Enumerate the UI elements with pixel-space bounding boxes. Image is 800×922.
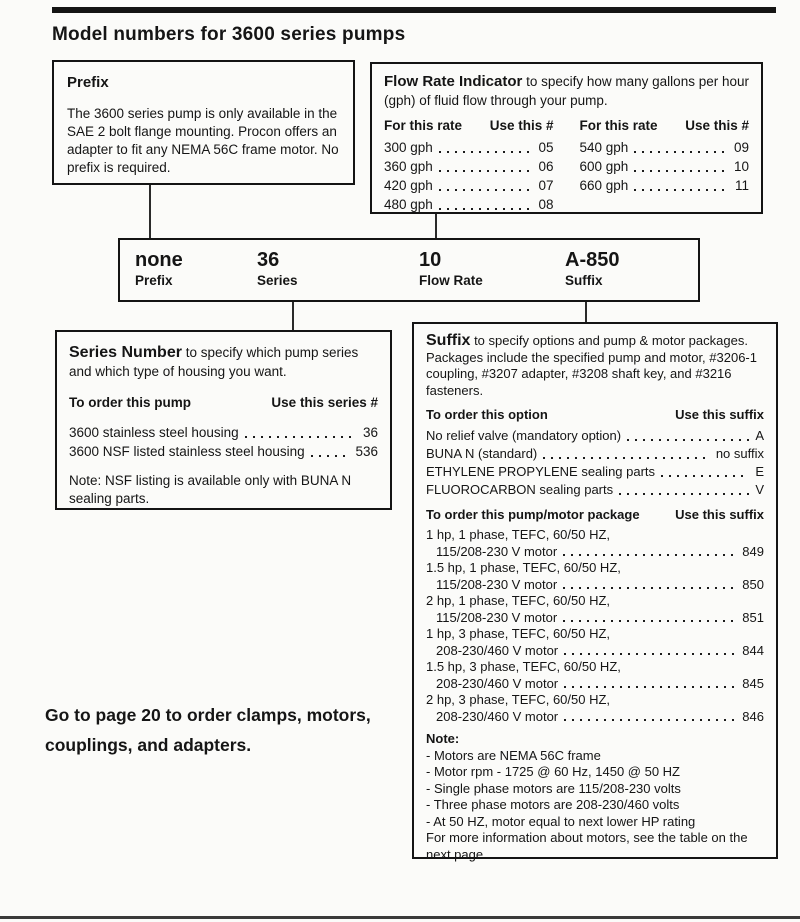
dot-leader: [563, 587, 736, 589]
flow-rate-indicator-box: [370, 62, 763, 214]
package-spec: 2 hp, 1 phase, TEFC, 60/50 HZ,: [426, 593, 611, 608]
flow-rate-right-column: [580, 116, 750, 214]
note-lines: [426, 748, 764, 864]
series-row: [69, 442, 378, 461]
order-header: To order this pump: [69, 394, 191, 410]
segment-value: none: [135, 249, 183, 271]
rate-code: 10: [733, 158, 749, 174]
package-motor: 115/208-230 V motor: [436, 609, 558, 625]
connector-prefix-to-bar: [149, 184, 151, 240]
package-spec: 2 hp, 3 phase, TEFC, 60/50 HZ,: [426, 692, 611, 707]
package-spec: 1.5 hp, 1 phase, TEFC, 60/50 HZ,: [426, 560, 621, 575]
package-motor-row: [426, 643, 764, 660]
note-line: - Three phase motors are 208-230/460 volts: [426, 797, 680, 812]
flow-rate-row: [384, 157, 554, 176]
model-segment: [565, 249, 619, 288]
option-use-header: Use this suffix: [675, 407, 764, 422]
package-item: [426, 692, 764, 725]
flow-rate-right-rows: [580, 138, 750, 195]
series-item: 3600 NSF listed stainless steel housing: [69, 443, 305, 459]
footer-note: [45, 700, 371, 760]
flow-rate-column-header: [580, 116, 750, 135]
flow-rate-description: to specify how many gallons per hour (gph) of fluid flow through your pump.: [384, 74, 749, 108]
package-suffix: 849: [742, 543, 764, 559]
dot-leader: [627, 439, 749, 441]
rate-value: 420 gph: [384, 177, 433, 193]
option-order-header: To order this option: [426, 407, 548, 422]
flow-rate-left-rows: [384, 138, 554, 214]
number-header: Use this #: [489, 117, 554, 133]
segment-value: 10: [419, 249, 442, 271]
package-order-header: To order this pump/motor package: [426, 507, 640, 522]
flow-rate-row: [384, 176, 554, 195]
package-item: [426, 626, 764, 659]
package-suffix: 844: [742, 642, 764, 658]
prefix-box: [52, 60, 355, 185]
flow-rate-row: [384, 138, 554, 157]
note-line: - Motor rpm - 1725 @ 60 Hz, 1450 @ 50 HZ: [426, 764, 680, 779]
package-motor-row: [426, 577, 764, 594]
package-suffix: 845: [742, 675, 764, 691]
connector-flowrate-to-bar: [435, 211, 437, 240]
flow-rate-row: [580, 157, 750, 176]
suffix-intro: [426, 333, 764, 399]
segment-label: Flow Rate: [419, 273, 483, 288]
package-motor: 115/208-230 V motor: [436, 576, 558, 592]
footer-line-2: couplings, and adapters.: [45, 735, 252, 755]
flow-rate-left-column: [384, 116, 554, 214]
note-heading: Note:: [426, 731, 460, 746]
dot-leader: [543, 457, 710, 459]
suffix-box: [412, 322, 778, 862]
model-segment: [135, 249, 183, 288]
bottom-rule: [0, 916, 800, 919]
package-suffix: 851: [742, 609, 764, 625]
series-code: 536: [355, 443, 378, 459]
package-suffix: 850: [742, 576, 764, 592]
package-item: [426, 560, 764, 593]
note-line: - Single phase motors are 115/208-230 volts: [426, 780, 681, 796]
package-spec: 1 hp, 3 phase, TEFC, 60/50 HZ,: [426, 626, 611, 641]
flow-rate-row: [580, 176, 750, 195]
dot-leader: [564, 719, 736, 721]
rate-code: 07: [538, 177, 554, 193]
package-motor: 208-230/460 V motor: [436, 642, 559, 658]
rate-code: 08: [538, 196, 554, 212]
suffix-option-row: [426, 463, 764, 481]
package-motor: 208-230/460 V motor: [436, 675, 559, 691]
series-note: Note: NSF listing is available only with BUNA N sealing parts.: [69, 472, 352, 506]
flow-rate-intro: [384, 72, 749, 110]
rate-value: 480 gph: [384, 196, 433, 212]
note-line: - At 50 HZ, motor equal to next lower HP rating: [426, 813, 696, 829]
segment-label: Suffix: [565, 273, 603, 288]
rate-code: 06: [538, 158, 554, 174]
package-item: [426, 593, 764, 626]
package-spec: 1.5 hp, 3 phase, TEFC, 60/50 HZ,: [426, 659, 621, 674]
connector-bar-to-series: [292, 300, 294, 332]
series-heading: Series Number: [69, 344, 182, 361]
package-motor-row: [426, 709, 764, 726]
segment-label: Prefix: [135, 273, 173, 288]
series-table-header: [69, 394, 378, 412]
rate-value: 600 gph: [579, 158, 629, 174]
dot-leader: [619, 493, 749, 495]
flow-rate-row: [384, 195, 554, 214]
rate-code: 05: [538, 139, 554, 155]
package-use-header: Use this suffix: [675, 507, 764, 522]
number-header: Use this #: [685, 117, 749, 133]
suffix-option-row: [426, 427, 764, 445]
option-suffix: no suffix: [715, 446, 764, 461]
footer-line-1: Go to page 20 to order clamps, motors,: [45, 705, 371, 725]
suffix-option-row: [426, 481, 764, 499]
suffix-option-header: [426, 406, 764, 423]
rate-value: 540 gph: [579, 139, 629, 155]
model-segment: [419, 249, 483, 288]
dot-leader: [634, 189, 729, 191]
suffix-package-header: [426, 506, 764, 523]
series-intro: [69, 342, 378, 381]
rate-value: 360 gph: [384, 158, 433, 174]
rate-value: 660 gph: [579, 177, 629, 193]
package-motor-row: [426, 610, 764, 627]
series-item: 3600 stainless steel housing: [69, 424, 239, 440]
package-item: [426, 527, 764, 560]
flow-rate-row: [580, 138, 750, 157]
rate-code: 11: [734, 177, 749, 193]
note-line: - Motors are NEMA 56C frame: [426, 747, 601, 763]
suffix-option-row: [426, 445, 764, 463]
package-motor: 208-230/460 V motor: [436, 708, 559, 724]
suffix-option-rows: [426, 427, 764, 499]
option-suffix: A: [755, 428, 764, 443]
dot-leader: [564, 686, 736, 688]
suffix-note-block: [426, 731, 764, 863]
package-motor-row: [426, 544, 764, 561]
dot-leader: [439, 151, 533, 153]
dot-leader: [564, 653, 736, 655]
segment-value: 36: [257, 249, 280, 271]
rate-header: For this rate: [384, 117, 463, 133]
rate-code: 09: [733, 139, 749, 155]
dot-leader: [439, 189, 533, 191]
dot-leader: [439, 170, 533, 172]
package-motor-row: [426, 676, 764, 693]
dot-leader: [245, 436, 357, 438]
flow-rate-table: [384, 116, 749, 214]
dot-leader: [563, 620, 736, 622]
option-suffix: E: [755, 464, 764, 479]
option-item: BUNA N (standard): [426, 446, 538, 461]
series-description: to specify which pump series and which type of housing you want.: [69, 345, 359, 380]
package-item: [426, 659, 764, 692]
flow-rate-heading: Flow Rate Indicator: [384, 73, 523, 90]
series-rows: [69, 423, 378, 461]
segment-label: Series: [257, 273, 298, 288]
use-header: Use this series #: [271, 394, 378, 410]
option-item: ETHYLENE PROPYLENE sealing parts: [426, 464, 656, 479]
note-line: For more information about motors, see the table on the next page.: [426, 830, 748, 862]
page-title: Model numbers for 3600 series pumps: [52, 24, 406, 45]
model-segment: [257, 249, 298, 288]
dot-leader: [439, 208, 533, 210]
option-item: FLUOROCARBON sealing parts: [426, 482, 614, 497]
suffix-description: to specify options and pump & motor packages. Packages include the specified pump and motor, #3206-1 coupling, #3207 adapter, #3208 shaft key, and #3216 fasteners.: [426, 333, 757, 398]
package-suffix: 846: [742, 708, 764, 724]
series-number-box: [55, 330, 392, 510]
rate-value: 300 gph: [384, 139, 433, 155]
series-row: [69, 423, 378, 442]
option-item: No relief valve (mandatory option): [426, 428, 622, 443]
package-spec: 1 hp, 1 phase, TEFC, 60/50 HZ,: [426, 527, 611, 542]
dot-leader: [563, 554, 736, 556]
suffix-heading: Suffix: [426, 332, 471, 349]
connector-bar-to-suffix: [585, 300, 587, 324]
dot-leader: [634, 151, 728, 153]
prefix-heading: Prefix: [67, 74, 109, 91]
dot-leader: [661, 475, 749, 477]
flow-rate-column-header: [384, 116, 554, 135]
option-suffix: V: [755, 482, 764, 497]
top-rule: [52, 7, 776, 13]
dot-leader: [634, 170, 728, 172]
package-motor: 115/208-230 V motor: [436, 543, 558, 559]
series-code: 36: [362, 424, 378, 440]
rate-header: For this rate: [579, 117, 658, 133]
prefix-body: The 3600 series pump is only available in the SAE 2 bolt flange mounting. Procon offers an adapter to fit any NEMA 56C frame motor. No prefix is required.: [67, 106, 339, 175]
segment-value: A-850: [565, 249, 620, 271]
dot-leader: [311, 455, 350, 457]
suffix-package-rows: [426, 527, 764, 725]
model-number-bar: [118, 238, 700, 302]
